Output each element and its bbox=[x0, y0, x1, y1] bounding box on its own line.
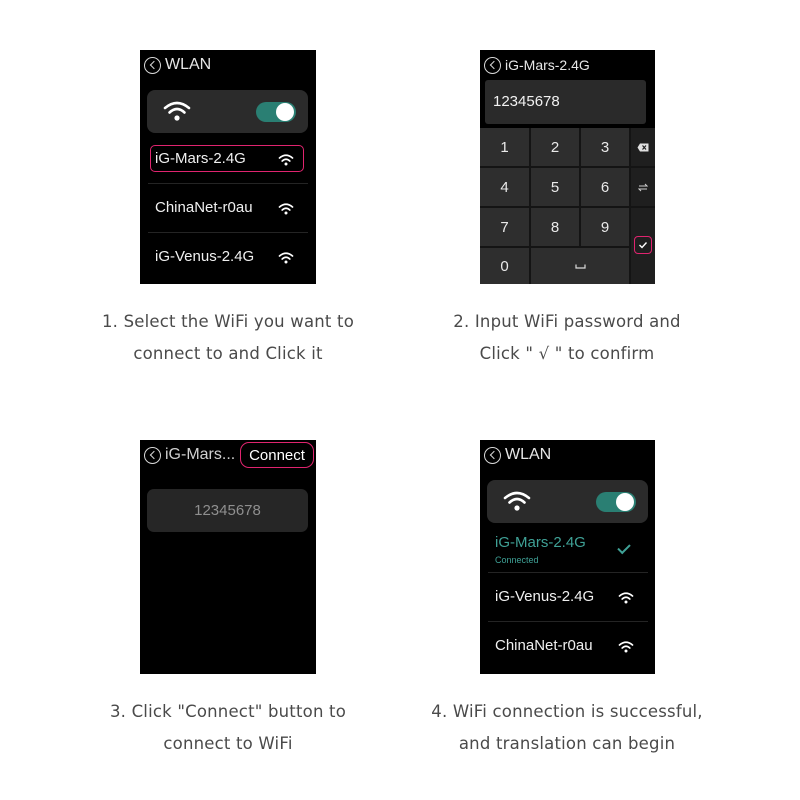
network-row-iG-Venus[interactable] bbox=[488, 574, 648, 622]
wlan-header bbox=[144, 54, 211, 76]
network-title: iG-Mars... bbox=[165, 446, 236, 463]
network-row-iG-Venus[interactable] bbox=[148, 234, 308, 282]
step3-caption: 3. Click "Connect" button to connect to WiFi bbox=[109, 702, 347, 753]
backspace-icon bbox=[637, 143, 649, 152]
password-field[interactable] bbox=[147, 489, 308, 532]
network-name: ChinaNet-r0au bbox=[495, 637, 593, 654]
network-name: iG-Venus-2.4G bbox=[495, 588, 595, 605]
back-icon[interactable] bbox=[484, 57, 501, 74]
step2-screen bbox=[480, 50, 655, 284]
space-icon bbox=[575, 264, 586, 269]
password-value: 12345678 bbox=[194, 502, 261, 519]
password-header bbox=[484, 54, 590, 76]
wifi-toggle-row[interactable] bbox=[487, 480, 648, 523]
step2-caption: 2. Input WiFi password and Click " √ " to confirm bbox=[453, 312, 681, 363]
wifi-signal-icon bbox=[278, 251, 294, 264]
back-icon[interactable] bbox=[484, 447, 501, 464]
network-title: iG-Mars-2.4G bbox=[505, 57, 590, 73]
key-3[interactable]: 3 bbox=[581, 128, 629, 166]
key-1[interactable]: 1 bbox=[480, 128, 529, 166]
key-4[interactable]: 4 bbox=[480, 168, 529, 206]
key-8[interactable]: 8 bbox=[531, 208, 579, 246]
step3-screen bbox=[140, 440, 316, 674]
key-7[interactable]: 7 bbox=[480, 208, 529, 246]
wifi-switch[interactable] bbox=[256, 102, 296, 122]
step4-caption: 4. WiFi connection is successful, and translation can begin bbox=[431, 702, 703, 753]
check-icon bbox=[638, 241, 648, 249]
key-0[interactable]: 0 bbox=[480, 248, 529, 284]
switch-knob bbox=[276, 103, 294, 121]
back-icon[interactable] bbox=[144, 57, 161, 74]
wifi-toggle-row[interactable] bbox=[147, 90, 308, 133]
key-2[interactable]: 2 bbox=[531, 128, 579, 166]
wifi-signal-icon bbox=[618, 591, 634, 604]
connect-button[interactable]: Connect bbox=[240, 442, 314, 468]
network-name: iG-Mars-2.4G bbox=[155, 150, 246, 167]
step1-caption: 1. Select the WiFi you want to connect to and Click it bbox=[101, 312, 355, 363]
back-icon[interactable] bbox=[144, 447, 161, 464]
key-5[interactable]: 5 bbox=[531, 168, 579, 206]
password-value: 12345678 bbox=[493, 93, 560, 110]
switch-keyboard-key[interactable] bbox=[631, 168, 655, 206]
wlan-title: WLAN bbox=[165, 56, 212, 73]
numeric-keypad bbox=[480, 128, 655, 284]
backspace-key[interactable] bbox=[631, 128, 655, 166]
network-name: ChinaNet-r0au bbox=[155, 199, 253, 216]
network-row-ChinaNet[interactable] bbox=[488, 623, 648, 671]
selection-highlight bbox=[150, 145, 304, 172]
wifi-icon bbox=[503, 490, 531, 512]
wifi-signal-icon bbox=[278, 202, 294, 215]
connected-network-row[interactable] bbox=[488, 525, 648, 573]
key-6[interactable]: 6 bbox=[581, 168, 629, 206]
wlan-title: WLAN bbox=[505, 446, 552, 463]
swap-arrows-icon bbox=[638, 183, 648, 192]
step4-screen bbox=[480, 440, 655, 674]
switch-knob bbox=[616, 493, 634, 511]
space-key[interactable] bbox=[531, 248, 629, 284]
connect-header bbox=[144, 444, 235, 466]
wifi-icon bbox=[163, 100, 191, 122]
connected-network-name: iG-Mars-2.4G bbox=[495, 534, 586, 551]
wlan-header bbox=[484, 444, 551, 466]
confirm-key[interactable] bbox=[631, 208, 655, 284]
key-9[interactable]: 9 bbox=[581, 208, 629, 246]
password-input[interactable] bbox=[485, 80, 646, 124]
network-row-ChinaNet[interactable] bbox=[148, 185, 308, 233]
step1-screen bbox=[140, 50, 316, 284]
wifi-switch[interactable] bbox=[596, 492, 636, 512]
check-icon bbox=[617, 541, 630, 554]
network-name: iG-Venus-2.4G bbox=[155, 248, 255, 265]
confirm-highlight bbox=[634, 236, 652, 254]
connection-status: Connected bbox=[495, 555, 539, 565]
wifi-signal-icon bbox=[618, 640, 634, 653]
